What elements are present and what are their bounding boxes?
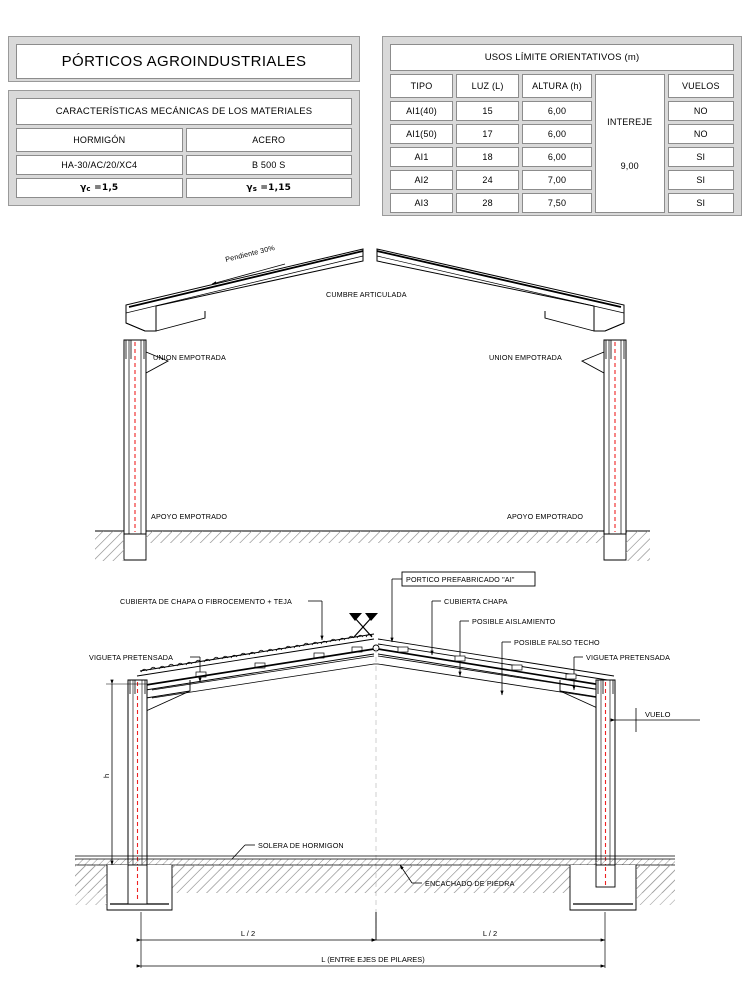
cell-vuelos: NO	[668, 124, 734, 144]
slab-label: SOLERA DE HORMIGON	[258, 841, 344, 850]
joist-left-label: VIGUETA PRETENSADA	[89, 653, 174, 662]
cell-tipo: AI2	[390, 170, 453, 190]
slope-label: Pendiente 30%	[224, 242, 276, 264]
ridge-label: CUMBRE ARTICULADA	[326, 290, 407, 299]
ceiling-label: POSIBLE FALSO TECHO	[514, 638, 600, 647]
upper-ground	[95, 531, 650, 561]
roof-tiles-left	[133, 634, 374, 692]
cell-tipo: AI3	[390, 193, 453, 213]
upper-column-left	[124, 340, 168, 534]
joint-left-label: UNION EMPOTRADA	[153, 353, 226, 362]
cell-luz: 18	[456, 147, 519, 167]
cell-tipo: AI1	[390, 147, 453, 167]
upper-rafter-right	[377, 249, 624, 331]
uses-intereje-header: INTEREJE	[607, 116, 653, 127]
materials-table-title: CARACTERÍSTICAS MECÁNICAS DE LOS MATERIALES	[16, 98, 352, 125]
materials-col-hormigon: HORMIGÓN	[16, 128, 183, 152]
insulation-label: POSIBLE AISLAMIENTO	[472, 617, 556, 626]
cell-vuelos: SI	[668, 170, 734, 190]
cell-altura: 7,00	[522, 170, 592, 190]
cell-acero-gamma: γs =1,15	[186, 178, 353, 198]
lower-column-right	[596, 680, 615, 870]
upper-frame-diagram	[95, 243, 650, 561]
cell-altura: 6,00	[522, 124, 592, 144]
dim-half-left: L / 2	[240, 929, 256, 938]
plan-dimensions	[141, 912, 605, 968]
uses-col-intereje	[595, 74, 665, 213]
dim-total: L (ENTRE EJES DE PILARES)	[321, 955, 425, 964]
overhang-dimension	[615, 708, 700, 732]
cell-tipo: AI1(40)	[390, 101, 453, 121]
cell-vuelos: NO	[668, 101, 734, 121]
cell-luz: 15	[456, 101, 519, 121]
upper-column-right	[582, 340, 626, 534]
support-left-label: APOYO EMPOTRADO	[151, 512, 228, 521]
lower-column-left	[128, 680, 147, 870]
roof-tile-label: CUBIERTA DE CHAPA O FIBROCEMENTO + TEJA	[120, 597, 292, 606]
cell-acero-grade: B 500 S	[186, 155, 353, 175]
cell-altura: 6,00	[522, 147, 592, 167]
materials-col-acero: ACERO	[186, 128, 353, 152]
cell-altura: 7,50	[522, 193, 592, 213]
uses-col-tipo: TIPO	[390, 74, 453, 98]
cell-altura: 6,00	[522, 101, 592, 121]
uses-col-luz: LUZ (L)	[456, 74, 519, 98]
table-row	[390, 193, 734, 213]
frame-label: PORTICO PREFABRICADO "AI"	[406, 575, 515, 584]
dim-half-right: L / 2	[482, 929, 498, 938]
lower-ground	[75, 856, 675, 910]
page-title: PÓRTICOS AGROINDUSTRIALES	[16, 44, 352, 79]
cell-vuelos: SI	[668, 147, 734, 167]
technical-drawing	[0, 228, 750, 991]
gravel-label: ENCACHADO DE PIEDRA	[425, 879, 515, 888]
uses-col-altura: ALTURA (h)	[522, 74, 592, 98]
table-row	[16, 178, 352, 198]
cell-vuelos: SI	[668, 193, 734, 213]
uses-table	[382, 36, 742, 216]
joint-right-label: UNION EMPOTRADA	[489, 353, 562, 362]
cell-luz: 17	[456, 124, 519, 144]
table-row	[390, 147, 734, 167]
materials-table	[8, 90, 360, 206]
height-label: h	[102, 773, 111, 778]
table-row	[390, 124, 734, 144]
cell-luz: 24	[456, 170, 519, 190]
table-row	[16, 155, 352, 175]
table-row	[390, 101, 734, 121]
cell-hormigon-grade: HA-30/AC/20/XC4	[16, 155, 183, 175]
uses-col-vuelos: VUELOS	[668, 74, 734, 98]
cell-tipo: AI1(50)	[390, 124, 453, 144]
cell-hormigon-gamma: γc =1,5	[16, 178, 183, 198]
joist-right-label: VIGUETA PRETENSADA	[586, 653, 671, 662]
overhang-label: VUELO	[645, 710, 671, 719]
uses-table-title: USOS LÍMITE ORIENTATIVOS (m)	[390, 44, 734, 71]
document-title-box	[8, 36, 360, 82]
roof-sheet-label: CUBIERTA CHAPA	[444, 597, 508, 606]
support-right-label: APOYO EMPOTRADO	[507, 512, 584, 521]
cell-luz: 28	[456, 193, 519, 213]
lower-section-diagram	[75, 572, 700, 968]
table-row	[390, 170, 734, 190]
section-arrows-icon	[349, 613, 378, 637]
uses-intereje-value: 9,00	[620, 160, 639, 171]
